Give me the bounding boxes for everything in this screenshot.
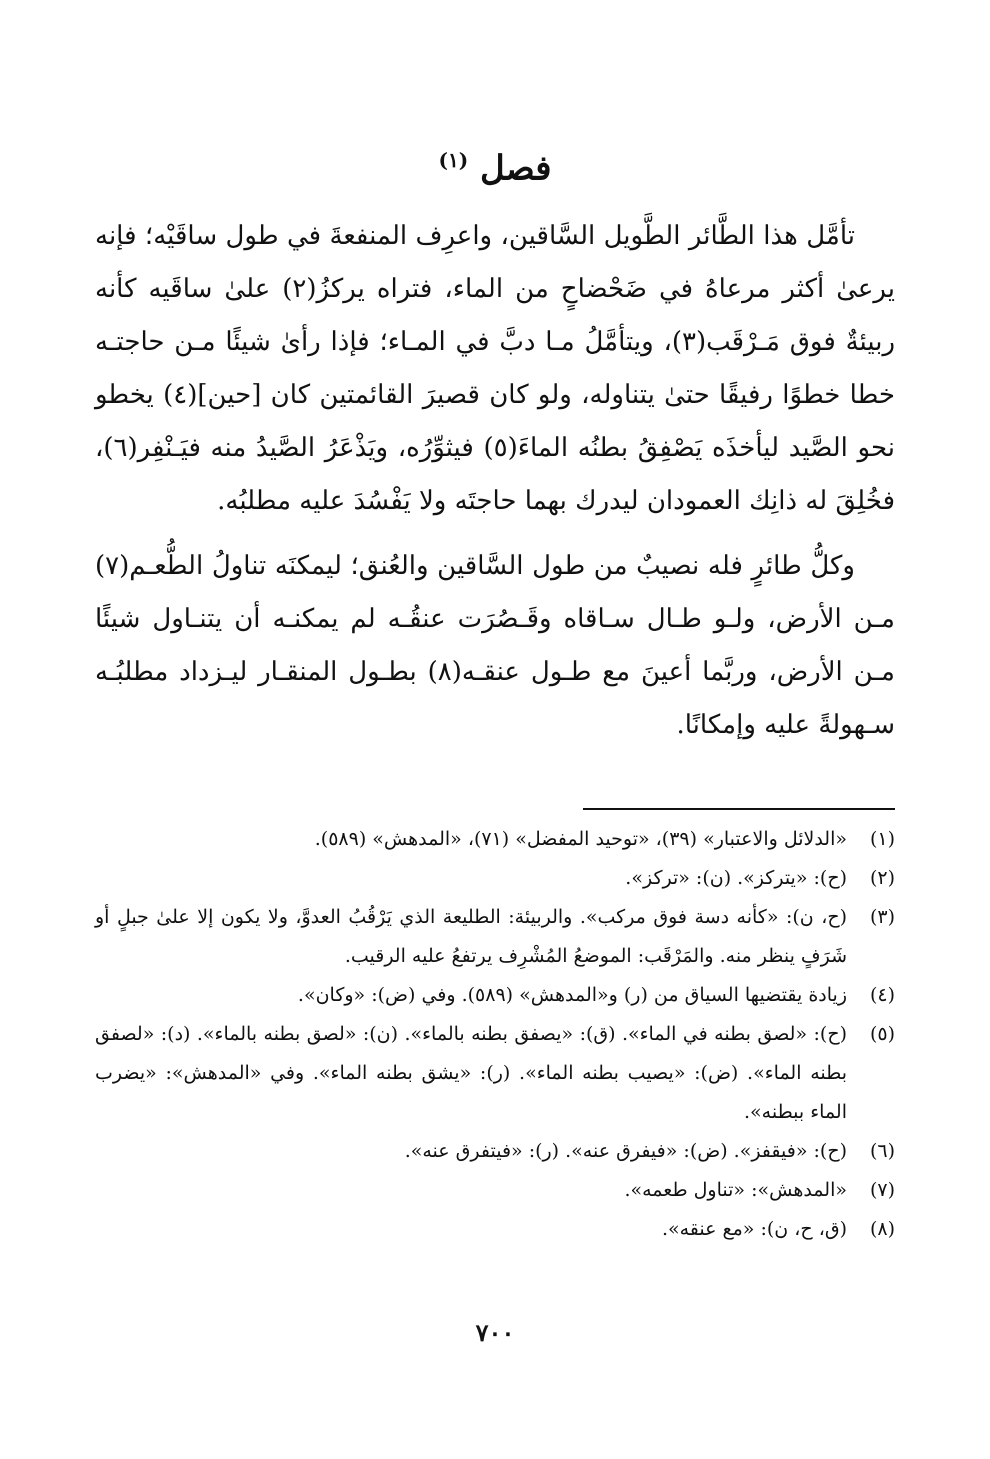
footnote-text: (ح): «يتركز». (ن): «تركز». [625,867,847,889]
footnote-number: (١) [869,828,895,850]
chapter-title [95,135,895,193]
main-text [95,210,895,752]
footnote-item [95,898,895,976]
footnote-text: زيادة يقتضيها السياق من (ر) و«المدهش» (٥٨٩). وفي (ض): «وكان». [297,984,847,1006]
page-number: ٧٠٠ [475,1318,515,1347]
chapter-title-text: فصل [480,148,552,189]
footnote-number: (٨) [869,1218,895,1240]
footnote-text: (ح): «فيقفز». (ض): «فيفرق عنه». (ر): «فيتفرق عنه». [404,1140,847,1162]
footnote-number: (٧) [869,1179,895,1201]
footnote-item [95,859,895,898]
footnote-item [95,976,895,1015]
book-page [95,0,895,1459]
footnote-divider [583,808,895,810]
footnote-item [95,820,895,859]
footnote-number: (٢) [869,867,895,889]
footnote-number: (٤) [869,984,895,1006]
footnotes-list [95,820,895,1249]
footnote-number: (٣) [869,906,895,928]
footnote-text: (ح، ن): «كأنه دسة فوق مركب». والربيئة: الطليعة الذي يَرْقُبُ العدوَّ، ولا يكون إلا علىٰ جبلٍ أو شَرَفٍ ينظر منه. والمَرْقَب: الموضعُ المُشْرِف يرتفعُ عليه الرقيب. [95,906,847,967]
footnote-text: (ح): «لصق بطنه في الماء». (ق): «يصفق بطنه بالماء». (ن): «لصق بطنه بالماء». (د): «لصفق بطنه الماء». (ض): «يصيب بطنه الماء». (ر): «يشق بطنه الماء». وفي «المدهش»: «يضرب الماء ببطنه». [95,1023,847,1123]
footnote-item [95,1132,895,1171]
paragraph: تأمَّل هذا الطَّائر الطَّويل السَّاقين، واعرِف المنفعةَ في طول ساقَيْه؛ فإنه يرعىٰ أكثر مرعاهُ في ضَحْضاحٍ من الماء، فتراه يركزُ(٢) علىٰ ساقَيه كأنه ربيئةٌ فوق مَـرْقَب(٣)، ويتأمَّلُ مـا دبَّ في المـاء؛ فإذا رأىٰ شيئًا مـن حاجتـه خطا خطوًا رفيقًا حتىٰ يتناوله، ولو كان قصيرَ القائمتين كان [حين](٤) يخطو نحو الصَّيد ليأخذَه يَصْفِقُ بطنُه الماءَ(٥) فيثوِّرُه، ويَذْعَرُ الصَّيدُ منه فيَـنْفِر(٦)، فخُلِقَ له ذانِك العمودان ليدرك بهما حاجتَه ولا يَفْسُدَ عليه مطلبُه. [95,221,895,516]
footnote-text: (ق، ح، ن): «مع عنقه». [661,1218,847,1240]
footnote-number: (٥) [869,1023,895,1045]
footnote-item [95,1210,895,1249]
footnote-text: «الدلائل والاعتبار» (٣٩)، «توحيد المفضل» (٧١)، «المدهش» (٥٨٩). [314,828,847,850]
paragraph: وكلُّ طائرٍ فله نصيبٌ من طول السَّاقين والعُنق؛ ليمكنَه تناولُ الطُّعـم(٧) مـن الأرض، ولـو طـال سـاقاه وقَـصُرَت عنقُـه لم يمكنـه أن يتنـاول شيئًا مـن الأرض، وربَّما أعينَ مع طـول عنقـه(٨) بطـول المنقـار ليـزداد مطلبُـه سـهولةً عليه وإمكانًا. [95,551,895,740]
footnote-item [95,1171,895,1210]
chapter-title-note-ref: (١) [438,148,469,172]
footnote-text: «المدهش»: «تناول طعمه». [624,1179,847,1201]
footnote-item [95,1015,895,1132]
footnote-number: (٦) [869,1140,895,1162]
